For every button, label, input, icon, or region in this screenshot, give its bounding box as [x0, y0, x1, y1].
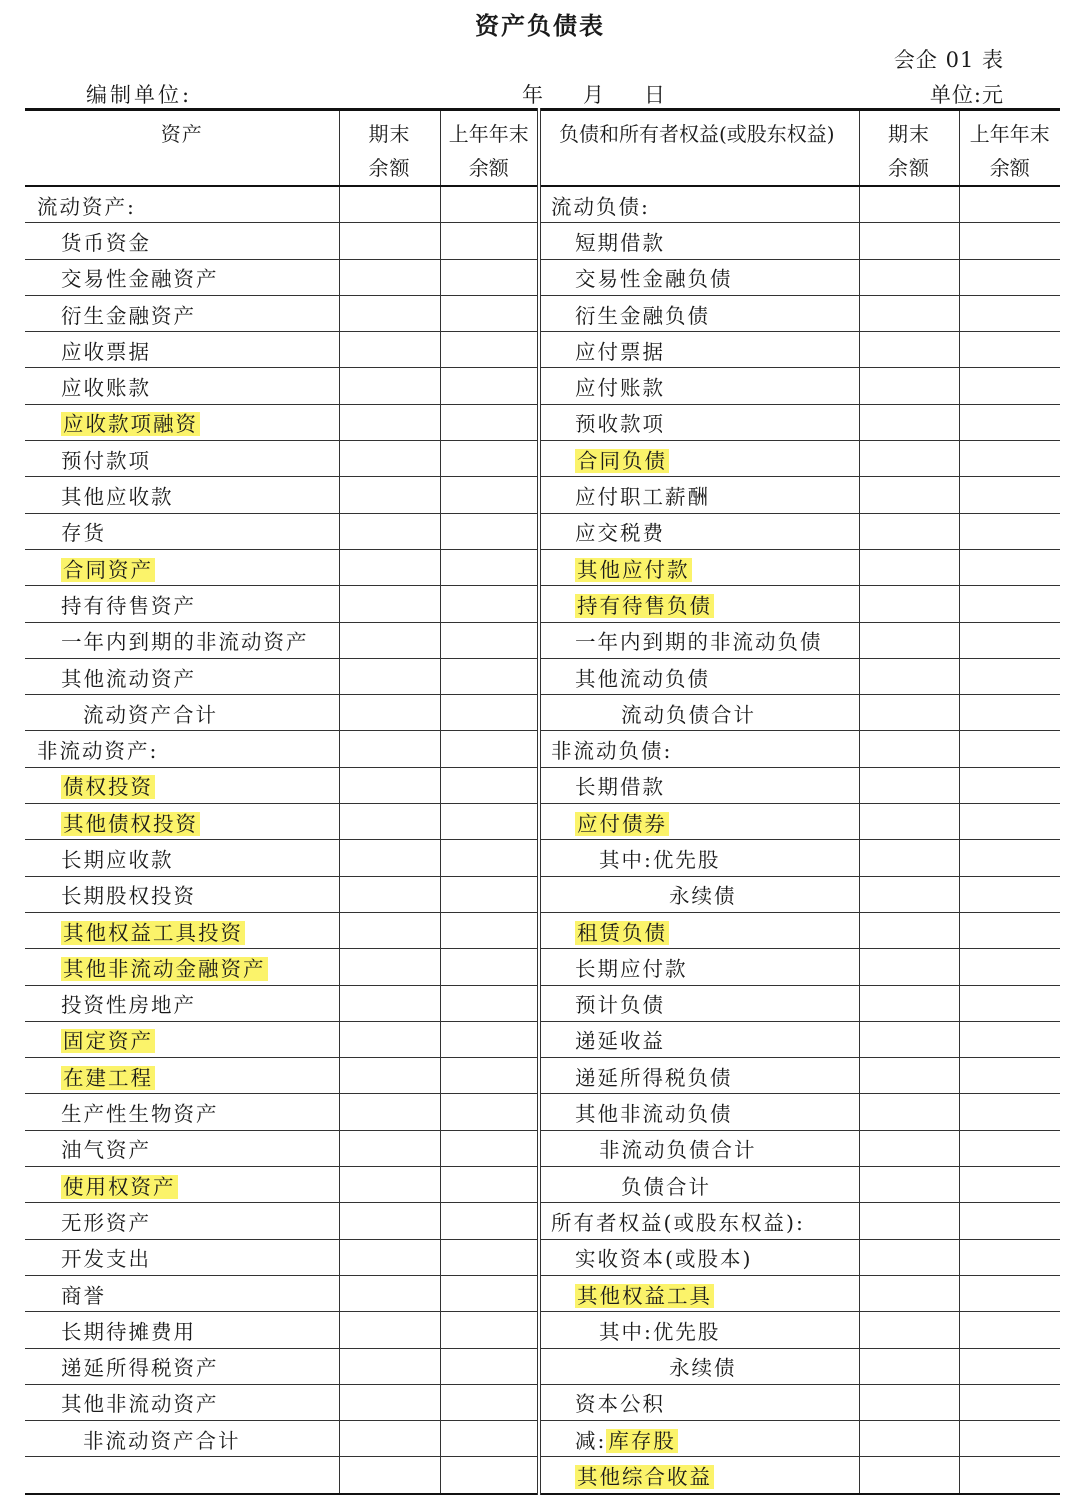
asset-item-label: 使用权资产	[25, 1167, 339, 1203]
liability-item-label: 其他应付款	[539, 549, 859, 585]
liability-item-label: 其他流动负债	[539, 658, 859, 694]
asset-end-balance-cell[interactable]	[339, 186, 440, 223]
table-row	[25, 1312, 1060, 1348]
month-label: 月	[583, 83, 604, 107]
asset-item-label: 一年内到期的非流动资产	[25, 622, 339, 658]
day-label: 日	[644, 83, 665, 107]
table-row	[25, 1275, 1060, 1311]
liability-prev-balance-cell[interactable]	[959, 477, 1060, 513]
asset-item-label	[25, 1457, 339, 1494]
asset-end-balance-cell[interactable]	[339, 1058, 440, 1094]
table-row	[25, 949, 1060, 985]
liability-end-balance-cell[interactable]	[859, 1421, 959, 1457]
asset-end-balance-cell[interactable]	[339, 1312, 440, 1348]
asset-item-label: 长期应收款	[25, 840, 339, 876]
asset-prev-balance-cell[interactable]	[440, 513, 539, 549]
liability-item-label: 非流动负债合计	[539, 1130, 859, 1166]
asset-prev-balance-cell[interactable]	[440, 1384, 539, 1420]
asset-end-balance-cell[interactable]	[339, 1167, 440, 1203]
liability-item-label: 预计负债	[539, 985, 859, 1021]
liability-end-balance-cell[interactable]	[859, 441, 959, 477]
table-row	[25, 1094, 1060, 1130]
asset-item-label: 流动资产:	[25, 186, 339, 223]
liability-prev-balance-cell[interactable]	[959, 368, 1060, 404]
liability-prev-balance-cell[interactable]	[959, 1275, 1060, 1311]
liability-end-balance-cell[interactable]	[859, 477, 959, 513]
liability-prev-balance-cell[interactable]	[959, 985, 1060, 1021]
liability-end-balance-cell[interactable]	[859, 1203, 959, 1239]
table-row	[25, 658, 1060, 694]
asset-prev-balance-cell[interactable]	[440, 1239, 539, 1275]
liability-end-balance-cell[interactable]	[859, 1275, 959, 1311]
liability-prev-balance-cell[interactable]	[959, 767, 1060, 803]
header-assets: 资产	[25, 110, 339, 187]
liability-end-balance-cell[interactable]	[859, 1457, 959, 1494]
asset-item-label: 合同资产	[25, 549, 339, 585]
asset-prev-balance-cell[interactable]	[440, 1348, 539, 1384]
liability-prev-balance-cell[interactable]	[959, 1094, 1060, 1130]
liability-end-balance-cell[interactable]	[859, 295, 959, 331]
asset-prev-balance-cell[interactable]	[440, 767, 539, 803]
asset-item-label: 流动资产合计	[25, 695, 339, 731]
asset-item-label: 商誉	[25, 1275, 339, 1311]
liability-item-label: 应付债券	[539, 804, 859, 840]
table-row	[25, 804, 1060, 840]
liability-item-label: 租赁负债	[539, 912, 859, 948]
table-row	[25, 1130, 1060, 1166]
asset-prev-balance-cell[interactable]	[440, 695, 539, 731]
table-row	[25, 513, 1060, 549]
asset-end-balance-cell[interactable]	[339, 223, 440, 259]
liability-prev-balance-cell[interactable]	[959, 1058, 1060, 1094]
asset-prev-balance-cell[interactable]	[440, 586, 539, 622]
asset-prev-balance-cell[interactable]	[440, 549, 539, 585]
asset-end-balance-cell[interactable]	[339, 804, 440, 840]
table-row	[25, 1457, 1060, 1494]
liability-end-balance-cell[interactable]	[859, 1239, 959, 1275]
liability-item-label: 其他权益工具	[539, 1275, 859, 1311]
asset-prev-balance-cell[interactable]	[440, 731, 539, 767]
asset-prev-balance-cell[interactable]	[440, 1457, 539, 1494]
asset-prev-balance-cell[interactable]	[440, 912, 539, 948]
table-body	[25, 186, 1060, 1494]
asset-item-label: 衍生金融资产	[25, 295, 339, 331]
liability-prev-balance-cell[interactable]	[959, 586, 1060, 622]
asset-end-balance-cell[interactable]	[339, 1094, 440, 1130]
asset-end-balance-cell[interactable]	[339, 295, 440, 331]
asset-prev-balance-cell[interactable]	[440, 1021, 539, 1057]
asset-end-balance-cell[interactable]	[339, 549, 440, 585]
liability-prev-balance-cell[interactable]	[959, 259, 1060, 295]
table-row	[25, 1021, 1060, 1057]
balance-sheet-table	[25, 108, 1060, 1495]
asset-end-balance-cell[interactable]	[339, 840, 440, 876]
preparer-unit-label: 编制单位:	[86, 83, 193, 107]
liability-prev-balance-cell[interactable]	[959, 513, 1060, 549]
asset-item-label: 其他债权投资	[25, 804, 339, 840]
asset-item-label: 递延所得税资产	[25, 1348, 339, 1384]
table-row	[25, 186, 1060, 223]
table-row	[25, 840, 1060, 876]
asset-end-balance-cell[interactable]	[339, 1203, 440, 1239]
table-row	[25, 622, 1060, 658]
table-row	[25, 477, 1060, 513]
liability-item-label: 持有待售负债	[539, 586, 859, 622]
asset-item-label: 长期股权投资	[25, 876, 339, 912]
asset-item-label: 交易性金融资产	[25, 259, 339, 295]
liability-end-balance-cell[interactable]	[859, 332, 959, 368]
table-row	[25, 549, 1060, 585]
liability-prev-balance-cell[interactable]	[959, 731, 1060, 767]
asset-prev-balance-cell[interactable]	[440, 477, 539, 513]
liability-item-label: 长期借款	[539, 767, 859, 803]
year-label: 年	[522, 83, 543, 107]
asset-end-balance-cell[interactable]	[339, 912, 440, 948]
asset-end-balance-cell[interactable]	[339, 622, 440, 658]
header-assets-end-balance: 期末 余额	[339, 110, 440, 187]
liability-prev-balance-cell[interactable]	[959, 658, 1060, 694]
liability-item-label: 减:库存股	[539, 1421, 859, 1457]
asset-item-label: 其他流动资产	[25, 658, 339, 694]
asset-prev-balance-cell[interactable]	[440, 1058, 539, 1094]
asset-end-balance-cell[interactable]	[339, 876, 440, 912]
liability-item-label: 其他非流动负债	[539, 1094, 859, 1130]
liability-item-label: 流动负债:	[539, 186, 859, 223]
liability-end-balance-cell[interactable]	[859, 912, 959, 948]
table-row	[25, 259, 1060, 295]
asset-prev-balance-cell[interactable]	[440, 1130, 539, 1166]
liability-item-label: 应付职工薪酬	[539, 477, 859, 513]
table-header-row	[25, 110, 1060, 187]
asset-item-label: 投资性房地产	[25, 985, 339, 1021]
asset-item-label: 非流动资产:	[25, 731, 339, 767]
liability-item-label: 合同负债	[539, 441, 859, 477]
liability-item-label: 非流动负债:	[539, 731, 859, 767]
liability-item-label: 其他综合收益	[539, 1457, 859, 1494]
asset-end-balance-cell[interactable]	[339, 767, 440, 803]
liability-prev-balance-cell[interactable]	[959, 622, 1060, 658]
asset-item-label: 货币资金	[25, 223, 339, 259]
liability-item-label: 其中:优先股	[539, 840, 859, 876]
liability-item-label: 负债合计	[539, 1167, 859, 1203]
liability-end-balance-cell[interactable]	[859, 1021, 959, 1057]
liability-end-balance-cell[interactable]	[859, 404, 959, 440]
liability-prev-balance-cell[interactable]	[959, 949, 1060, 985]
currency-unit: 单位:元	[929, 83, 1004, 107]
asset-end-balance-cell[interactable]	[339, 477, 440, 513]
asset-prev-balance-cell[interactable]	[440, 223, 539, 259]
day-blank[interactable]	[606, 88, 642, 109]
liability-end-balance-cell[interactable]	[859, 695, 959, 731]
liability-end-balance-cell[interactable]	[859, 767, 959, 803]
asset-end-balance-cell[interactable]	[339, 695, 440, 731]
asset-item-label: 长期待摊费用	[25, 1312, 339, 1348]
liability-item-label: 应付账款	[539, 368, 859, 404]
liability-prev-balance-cell[interactable]	[959, 695, 1060, 731]
table-row	[25, 295, 1060, 331]
liability-end-balance-cell[interactable]	[859, 513, 959, 549]
liability-prev-balance-cell[interactable]	[959, 1348, 1060, 1384]
asset-prev-balance-cell[interactable]	[440, 1312, 539, 1348]
liability-prev-balance-cell[interactable]	[959, 1203, 1060, 1239]
liability-end-balance-cell[interactable]	[859, 804, 959, 840]
liability-prev-balance-cell[interactable]	[959, 1130, 1060, 1166]
liability-prev-balance-cell[interactable]	[959, 549, 1060, 585]
asset-end-balance-cell[interactable]	[339, 441, 440, 477]
asset-prev-balance-cell[interactable]	[440, 949, 539, 985]
table-row	[25, 1384, 1060, 1420]
header-liabilities-end-balance: 期末 余额	[859, 110, 959, 187]
table-row	[25, 368, 1060, 404]
asset-end-balance-cell[interactable]	[339, 1239, 440, 1275]
asset-item-label: 其他非流动资产	[25, 1384, 339, 1420]
liability-prev-balance-cell[interactable]	[959, 840, 1060, 876]
asset-item-label: 油气资产	[25, 1130, 339, 1166]
table-row	[25, 1167, 1060, 1203]
asset-prev-balance-cell[interactable]	[440, 1203, 539, 1239]
asset-item-label: 其他应收款	[25, 477, 339, 513]
asset-prev-balance-cell[interactable]	[440, 840, 539, 876]
liability-end-balance-cell[interactable]	[859, 1312, 959, 1348]
asset-prev-balance-cell[interactable]	[440, 622, 539, 658]
asset-end-balance-cell[interactable]	[339, 1130, 440, 1166]
asset-item-label: 存货	[25, 513, 339, 549]
liability-prev-balance-cell[interactable]	[959, 876, 1060, 912]
asset-end-balance-cell[interactable]	[339, 985, 440, 1021]
asset-end-balance-cell[interactable]	[339, 1457, 440, 1494]
asset-item-label: 应收票据	[25, 332, 339, 368]
table-row	[25, 912, 1060, 948]
asset-end-balance-cell[interactable]	[339, 1348, 440, 1384]
asset-item-label: 应收款项融资	[25, 404, 339, 440]
liability-prev-balance-cell[interactable]	[959, 441, 1060, 477]
asset-item-label: 非流动资产合计	[25, 1421, 339, 1457]
table-row	[25, 404, 1060, 440]
table-row	[25, 767, 1060, 803]
asset-end-balance-cell[interactable]	[339, 513, 440, 549]
asset-end-balance-cell[interactable]	[339, 949, 440, 985]
liability-item-label: 应交税费	[539, 513, 859, 549]
table-row	[25, 441, 1060, 477]
table-row	[25, 1348, 1060, 1384]
asset-item-label: 其他非流动金融资产	[25, 949, 339, 985]
liability-item-label: 一年内到期的非流动负债	[539, 622, 859, 658]
table-row	[25, 1421, 1060, 1457]
asset-end-balance-cell[interactable]	[339, 731, 440, 767]
asset-end-balance-cell[interactable]	[339, 368, 440, 404]
liability-end-balance-cell[interactable]	[859, 1348, 959, 1384]
liability-item-label: 递延收益	[539, 1021, 859, 1057]
liability-end-balance-cell[interactable]	[859, 1058, 959, 1094]
liability-end-balance-cell[interactable]	[859, 949, 959, 985]
table-row	[25, 1203, 1060, 1239]
asset-end-balance-cell[interactable]	[339, 1275, 440, 1311]
asset-prev-balance-cell[interactable]	[440, 985, 539, 1021]
liability-item-label: 预收款项	[539, 404, 859, 440]
asset-prev-balance-cell[interactable]	[440, 295, 539, 331]
asset-end-balance-cell[interactable]	[339, 658, 440, 694]
asset-item-label: 其他权益工具投资	[25, 912, 339, 948]
liability-end-balance-cell[interactable]	[859, 1384, 959, 1420]
asset-item-label: 在建工程	[25, 1058, 339, 1094]
asset-end-balance-cell[interactable]	[339, 332, 440, 368]
asset-end-balance-cell[interactable]	[339, 1021, 440, 1057]
header-liabilities-prev-balance: 上年年末 余额	[959, 110, 1060, 187]
asset-item-label: 债权投资	[25, 767, 339, 803]
table-row	[25, 1239, 1060, 1275]
table-row	[25, 332, 1060, 368]
liability-end-balance-cell[interactable]	[859, 622, 959, 658]
liability-item-label: 递延所得税负债	[539, 1058, 859, 1094]
liability-item-label: 其中:优先股	[539, 1312, 859, 1348]
asset-item-label: 生产性生物资产	[25, 1094, 339, 1130]
asset-end-balance-cell[interactable]	[339, 586, 440, 622]
liability-end-balance-cell[interactable]	[859, 549, 959, 585]
liability-prev-balance-cell[interactable]	[959, 186, 1060, 223]
liability-item-label: 长期应付款	[539, 949, 859, 985]
table-row	[25, 223, 1060, 259]
table-row	[25, 876, 1060, 912]
liability-item-label: 所有者权益(或股东权益):	[539, 1203, 859, 1239]
liability-prev-balance-cell[interactable]	[959, 223, 1060, 259]
liability-item-label: 流动负债合计	[539, 695, 859, 731]
asset-item-label: 应收账款	[25, 368, 339, 404]
year-blank[interactable]	[484, 88, 520, 109]
liability-prev-balance-cell[interactable]	[959, 295, 1060, 331]
liability-prev-balance-cell[interactable]	[959, 1239, 1060, 1275]
liability-end-balance-cell[interactable]	[859, 1094, 959, 1130]
liability-end-balance-cell[interactable]	[859, 876, 959, 912]
header-assets-prev-balance: 上年年末 余额	[440, 110, 539, 187]
liability-prev-balance-cell[interactable]	[959, 332, 1060, 368]
liability-end-balance-cell[interactable]	[859, 368, 959, 404]
liability-prev-balance-cell[interactable]	[959, 912, 1060, 948]
report-date	[482, 79, 665, 109]
page-title: 资产负债表	[475, 11, 605, 40]
liability-end-balance-cell[interactable]	[859, 731, 959, 767]
liability-end-balance-cell[interactable]	[859, 1130, 959, 1166]
asset-prev-balance-cell[interactable]	[440, 186, 539, 223]
asset-end-balance-cell[interactable]	[339, 259, 440, 295]
asset-prev-balance-cell[interactable]	[440, 259, 539, 295]
liability-end-balance-cell[interactable]	[859, 1167, 959, 1203]
table-row	[25, 731, 1060, 767]
liability-item-label: 资本公积	[539, 1384, 859, 1420]
asset-item-label: 开发支出	[25, 1239, 339, 1275]
liability-prev-balance-cell[interactable]	[959, 1457, 1060, 1494]
asset-item-label: 持有待售资产	[25, 586, 339, 622]
liability-end-balance-cell[interactable]	[859, 658, 959, 694]
liability-end-balance-cell[interactable]	[859, 259, 959, 295]
liability-prev-balance-cell[interactable]	[959, 1312, 1060, 1348]
liability-prev-balance-cell[interactable]	[959, 1021, 1060, 1057]
table-row	[25, 695, 1060, 731]
asset-prev-balance-cell[interactable]	[440, 658, 539, 694]
table-row	[25, 586, 1060, 622]
liability-item-label: 应付票据	[539, 332, 859, 368]
table-row	[25, 985, 1060, 1021]
month-blank[interactable]	[545, 88, 581, 109]
asset-prev-balance-cell[interactable]	[440, 876, 539, 912]
liability-item-label: 短期借款	[539, 223, 859, 259]
asset-item-label: 固定资产	[25, 1021, 339, 1057]
liability-end-balance-cell[interactable]	[859, 586, 959, 622]
liability-end-balance-cell[interactable]	[859, 223, 959, 259]
liability-prev-balance-cell[interactable]	[959, 804, 1060, 840]
liability-prev-balance-cell[interactable]	[959, 1167, 1060, 1203]
asset-item-label: 无形资产	[25, 1203, 339, 1239]
asset-prev-balance-cell[interactable]	[440, 804, 539, 840]
asset-prev-balance-cell[interactable]	[440, 1275, 539, 1311]
asset-end-balance-cell[interactable]	[339, 1421, 440, 1457]
asset-prev-balance-cell[interactable]	[440, 404, 539, 440]
liability-item-label: 永续债	[539, 1348, 859, 1384]
liability-item-label: 衍生金融负债	[539, 295, 859, 331]
asset-end-balance-cell[interactable]	[339, 1384, 440, 1420]
liability-prev-balance-cell[interactable]	[959, 1384, 1060, 1420]
liability-item-label: 永续债	[539, 876, 859, 912]
header-liabilities: 负债和所有者权益(或股东权益)	[539, 110, 859, 187]
liability-end-balance-cell[interactable]	[859, 985, 959, 1021]
liability-end-balance-cell[interactable]	[859, 186, 959, 223]
asset-item-label: 预付款项	[25, 441, 339, 477]
liability-item-label: 实收资本(或股本)	[539, 1239, 859, 1275]
liability-prev-balance-cell[interactable]	[959, 1421, 1060, 1457]
table-row	[25, 1058, 1060, 1094]
asset-prev-balance-cell[interactable]	[440, 368, 539, 404]
asset-prev-balance-cell[interactable]	[440, 332, 539, 368]
form-code: 会企 01 表	[893, 48, 1004, 72]
asset-end-balance-cell[interactable]	[339, 404, 440, 440]
liability-end-balance-cell[interactable]	[859, 840, 959, 876]
asset-prev-balance-cell[interactable]	[440, 1167, 539, 1203]
asset-prev-balance-cell[interactable]	[440, 1094, 539, 1130]
asset-prev-balance-cell[interactable]	[440, 1421, 539, 1457]
liability-item-label: 交易性金融负债	[539, 259, 859, 295]
asset-prev-balance-cell[interactable]	[440, 441, 539, 477]
liability-prev-balance-cell[interactable]	[959, 404, 1060, 440]
